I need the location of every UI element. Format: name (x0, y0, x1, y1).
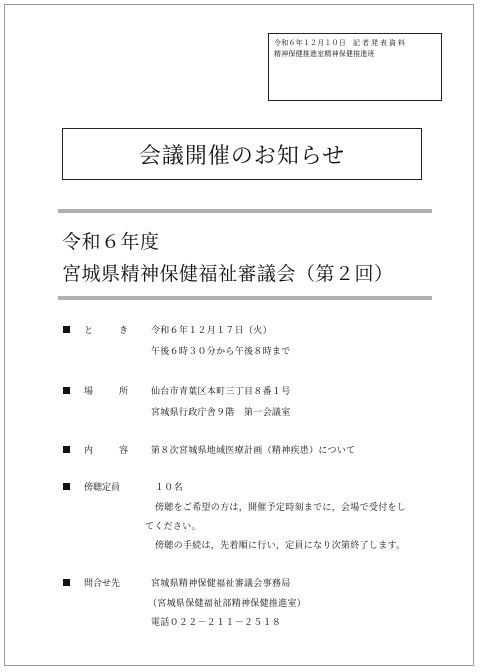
bullet-icon (63, 326, 70, 333)
datetime-date: 令和６年１２月１７日（火） (151, 326, 272, 336)
bullet-icon (63, 387, 70, 394)
press-release-department: 精神保健推進室精神保健推進班 (274, 50, 375, 58)
item-label: 問合せ先 (84, 579, 121, 589)
heading-bottom-rule (58, 296, 432, 300)
contact-department: （宮城県保健福祉部精神保健推進室） (148, 599, 307, 609)
datetime-time: 午後６時３０分から午後８時まで (151, 347, 291, 357)
bullet-icon (63, 446, 70, 453)
content-agenda: 第８次宮城県地域医療計画（精神疾患）について (151, 446, 356, 456)
audience-capacity: １０名 (155, 483, 183, 493)
heading-fiscal-year: 令和６年度 (62, 231, 160, 253)
contact-phone: 電話０２２－２１１－２５１８ (151, 618, 282, 628)
press-release-date: 令和６年１２月１０日 (274, 39, 346, 47)
bullet-icon (63, 579, 70, 586)
audience-note-1: 傍聴をご希望の方は，開催予定時刻までに，会場で受付をし (155, 503, 407, 513)
place-room: 宮城県行政庁舎９階 第一会議室 (151, 408, 291, 418)
item-label: 傍聴定員 (84, 483, 121, 493)
place-address: 仙台市青葉区本町三丁目８番１号 (151, 387, 291, 397)
contact-office: 宮城県精神保健福祉審議会事務局 (151, 579, 291, 589)
heading-top-rule (58, 209, 432, 213)
item-label: 場 所 (84, 387, 128, 397)
bullet-icon (63, 483, 70, 490)
press-release-label: 記者発表資料 (353, 39, 407, 47)
item-label: と き (84, 326, 128, 336)
notice-title: 会議開催のお知らせ (62, 128, 422, 180)
press-release-box (268, 33, 442, 101)
item-label: 内 容 (84, 446, 128, 456)
audience-note-2: てください。 (145, 522, 201, 532)
audience-note-3: 傍聴の手続は，先着順に行い，定員になり次第終了します。 (155, 541, 406, 551)
heading-council-name: 宮城県精神保健福祉審議会（第２回） (62, 263, 394, 285)
